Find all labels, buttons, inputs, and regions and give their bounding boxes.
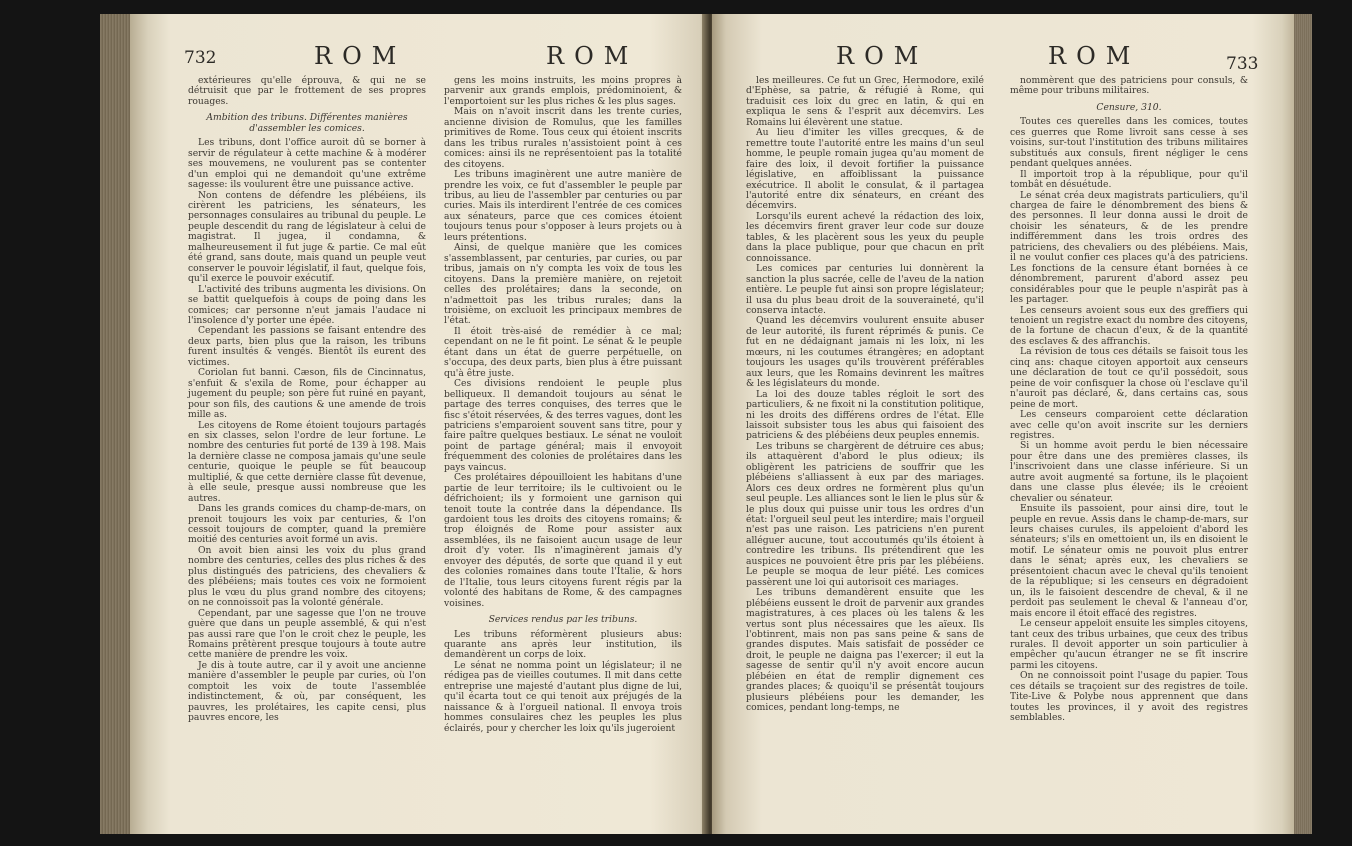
left-running-head-1: ROM xyxy=(314,42,407,70)
paragraph: les meilleures. Ce fut un Grec, Hermodore, exilé d'Ephèse, sa patrie, & réfugié à Rome, qui traduisit ces loix du grec en latin, & qui en expliqua le sens & l'esprit aux décemvirs. Les Romains lui élevèrent une statue. xyxy=(746,75,984,128)
left-page-number: 732 xyxy=(184,48,217,68)
paragraph: Les censeurs avoient sous eux des greffiers qui tenoient un registre exact du nombre des citoyens, de la fortune de chacun d'eux, & de la quantité des esclaves & des affranchis. xyxy=(1010,304,1248,347)
paragraph: gens les moins instruits, les moins propres à parvenir aux grands emplois, prédominoient, & l'emportoient sur les plus riches & les plus sages. xyxy=(444,75,682,107)
paragraph: Mais on n'avoit inscrit dans les trente curies, ancienne division de Romulus, que les familles primitives de Rome. Tous ceux qui étoient inscrits dans les tribus rurales n'assistoient point à ces comices: ainsi ils ne représentoient pas la totalité des citoyens. xyxy=(444,106,682,170)
paragraph: Dans les grands comices du champ-de-mars, on prenoit toujours les voix par centuries, & l'on cessoit toujours de compter, quand la première moitié des centuries avoit formé un avis. xyxy=(188,503,426,546)
paragraph: Les tribuns se chargèrent de détruire ces abus; ils attaquèrent d'abord le plus odieux; ils obligèrent les patriciens de souffrir que les plébéiens s'alliassent à eux par des mariages. Alors ces deux ordres ne formèrent plus qu'un seul peuple. Les alliances sont le lien le plus sûr & le plus doux qui puisse unir tous les ordres d'un état: l'orgueil seul peut les interdire; mais l'orgueil n'est pas une raison. Les patriciens n'en purent alléguer aucune, tout accoutumés qu'ils étoient à contredire les tribuns. Ils prétendirent que les auspices ne pouvoient être pris par les plébéiens. Le peuple se moqua de leur piété. Les comices passèrent une loi qui autorisoit ces mariages. xyxy=(746,440,984,588)
paragraph: Ainsi, de quelque manière que les comices s'assemblassent, par centuries, par curies, ou par tribus, jamais on n'y compta les voix de tous les citoyens. Dans la première manière, on rejetoit celles des prolétaires; dans la seconde, on n'admettoit pas les tribus rurales; dans la troisième, on excluoit les principaux membres de l'état. xyxy=(444,242,682,327)
right-running-head-2: ROM xyxy=(1048,42,1141,70)
left-page xyxy=(130,14,710,834)
paragraph: Ces prolétaires dépouilloient les habitans d'une partie de leur territoire; ils le cultivoient ou le défrichoient; ils y formoient une garnison qui tenoit toute la contrée dans la dépendance. Ils gardoient tous les droits des citoyens romains; & trop éloignés de Rome pour assister aux assemblées, ils ne faisoient aucun usage de leur droit d'y voter. Ils n'imaginèrent jamais d'y envoyer des députés, de sorte que quand il y eut des colonies romaines dans toute l'Italie, & hors de l'Italie, tous leurs citoyens furent régis par la volonté des habitans de Rome, & des campagnes voisines. xyxy=(444,472,682,609)
paragraph: Le censeur appeloit ensuite les simples citoyens, tant ceux des tribus urbaines, que ceux des tribus rurales. Il devoit apporter un soin particulier à empêcher qu'aucun étranger ne se fît inscrire parmi les citoyens. xyxy=(1010,618,1248,671)
paragraph: extérieures qu'elle éprouva, & qui ne se détruisit que par le frottement de ses propres rouages. xyxy=(188,75,426,107)
paragraph: La révision de tous ces détails se faisoit tous les cinq ans: chaque citoyen apportoit aux censeurs une déclaration de tout ce qu'il possédoit, sous peine de voir confisquer la chose où l'esclave qu'il n'auroit pas déclaré, &, dans certains cas, sous peine de mort. xyxy=(1010,346,1248,410)
paragraph: Lorsqu'ils eurent achevé la rédaction des loix, les décemvirs firent graver leur code sur douze tables, & les placèrent sous les yeux du peuple dans la place publique, pour que chacun en prît connoissance. xyxy=(746,210,984,264)
left-running-head-2: ROM xyxy=(546,42,639,70)
paragraph: Je dis à toute autre, car il y avoit une ancienne manière d'assembler le peuple par curies, où l'on comptoit les voix de toute l'assemblée indistinctement, & où, par conséquent, les pauvres, les prolétaires, les capite censi, plus pauvres encore, les xyxy=(188,659,426,724)
paragraph: Quand les décemvirs voulurent ensuite abuser de leur autorité, ils furent réprimés & punis. Ce fut en ne dédaignant jamais ni les loix, ni les mœurs, ni les coutumes étrangères; en adoptant toujours les usages qu'ils trouvèrent préférables aux leurs, que les Romains devinrent les maîtres & les législateurs du monde. xyxy=(746,315,984,390)
paragraph: Au lieu d'imiter les villes grecques, & de remettre toute l'autorité entre les mains d'un seul homme, le peuple romain jugea qu'au moment de faire des loix, il devoit fortifier la puissance législative, en affoiblissant la puissance exécutrice. Il abolit le consulat, & il partagea l'autorité entre dix sénateurs, en créant des décemvirs. xyxy=(746,127,984,212)
paragraph: Les tribuns imaginèrent une autre manière de prendre les voix, ce fut d'assembler le peuple par tribus, au lieu de l'assembler par centuries ou par curies. Mais ils interdirent l'entrée de ces comices aux sénateurs, parce que ces comices étoient toujours tenus pour s'opposer à leurs projets ou à leurs prétentions. xyxy=(444,169,682,243)
paragraph: Les tribuns, dont l'office auroit dû se borner à servir de régulateur à cette machine & à modérer ses mouvemens, ne voulurent pas se contenter d'un emploi qui ne demandoit qu'une extrême sagesse: ils voulurent être une puissance active. xyxy=(188,137,426,191)
page-edges-right xyxy=(1294,14,1312,834)
right-column-1 xyxy=(746,76,984,714)
paragraph: Il importoit trop à la république, pour qu'il tombât en désuétude. xyxy=(1010,168,1248,191)
right-page xyxy=(712,14,1296,834)
right-running-head-1: ROM xyxy=(836,42,929,70)
section-subheading: Censure, 310. xyxy=(1096,101,1162,113)
paragraph: Il étoit très-aisé de remédier à ce mal; cependant on ne le fit point. Le sénat & le peuple étant dans un état de guerre perpétuelle, on s'occupa, des deux parts, bien plus à être puissant qu'à être juste. xyxy=(444,325,682,379)
paragraph: Non contens de défendre les plébéiens, ils cirèrent les patriciens, les sénateurs, les personnages consulaires au tribunal du peuple. Le peuple descendit du rang de législateur à celui de magistrat. Il jugea, il condamna, & malheureusement il fut juge & partie. Ce mal eût été grand, sans doute, mais quand un peuple veut conserver le pouvoir législatif, il faut, quelque fois, qu'il exerce le pouvoir exécutif. xyxy=(188,189,426,285)
paragraph: Cependant, par une sagesse que l'on ne trouve guère que dans un peuple assemblé, & qui n'est pas aussi rare que l'on le croit chez le peuple, les Romains prêtèrent presque toujours à toute autre cette manière de prendre les voix. xyxy=(188,607,426,661)
paragraph: Le sénat ne nomma point un législateur; il ne rédigea pas de vieilles coutumes. Il mit dans cette entreprise une majesté d'autant plus digne de lui, qu'il écarta tout ce qui tenoit aux préjugés de la naissance & à l'orgueil national. Il envoya trois hommes consulaires chez les peuples les plus éclairés, pour y chercher les loix qu'ils jugeroient xyxy=(444,659,682,734)
right-column-2 xyxy=(1010,76,1248,724)
paragraph: Le sénat créa deux magistrats particuliers, qu'il chargea de faire le dénombrement des biens & des personnes. Il leur donna aussi le droit de choisir les sénateurs, & de les prendre indifféremment dans les trois ordres des patriciens, des chevaliers ou des plébéiens. Mais, il ne voulut confier ces places qu'à des patriciens. Les fonctions de la censure étant bornées à ce dénombrement, parurent d'abord assez peu considérables pour que le peuple n'aspirât pas à les partager. xyxy=(1010,189,1248,306)
left-page-header xyxy=(130,42,710,72)
book-spread xyxy=(100,14,1312,834)
paragraph: Ces divisions rendoient le peuple plus belliqueux. Il demandoit toujours au sénat le partage des terres conquises, des terres que le fisc s'étoit réservées, & des terres vagues, dont les patriciens s'emparoient souvent sans titre, pour y faire paître quelques bestiaux. Le sénat ne vouloit point de partage général; mais il envoyoit fréquemment des colonies de prolétaires dans les pays vaincus. xyxy=(444,378,682,473)
paragraph: Cependant les passions se faisant entendre des deux parts, bien plus que la raison, les tribuns furent insultés & vengés. Bientôt ils eurent des victimes. xyxy=(188,325,426,368)
left-column-2 xyxy=(444,76,682,734)
right-page-header xyxy=(712,42,1296,72)
paragraph: On ne connoissoit point l'usage du papier. Tous ces détails se traçoient sur des registres de toile. Tite-Live & Polybe nous apprennent que dans toutes les provinces, il y avoit des registres semblables. xyxy=(1010,670,1248,724)
paragraph: Les tribuns demandèrent ensuite que les plébéiens eussent le droit de parvenir aux grandes magistratures, à ces places où les talens & les vertus sont plus nécessaires que les aïeux. Ils l'obtinrent, mais non pas sans peine & sans de grandes disputes. Mais satisfait de posséder ce droit, le peuple ne daigna pas l'exercer; il eut la sagesse de sentir qu'il n'y avoit encore aucun plébéien en état de remplir dignement ces grandes places; & quoiqu'il se présentât toujours plusieurs plébéiens pour les demander, les comices, pendant long-temps, ne xyxy=(746,587,984,714)
paragraph: Coriolan fut banni. Cæson, fils de Cincinnatus, s'enfuit & s'exila de Rome, pour échapper au jugement du peuple; son père fut ruiné en payant, pour son fils, des cautions & une amende de trois mille as. xyxy=(188,367,426,421)
paragraph: Si un homme avoit perdu le bien nécessaire pour être dans une des premières classes, ils l'inscrivoient dans une classe inférieure. Si un autre avoit augmenté sa fortune, ils le plaçoient dans une classe plus élevée; ils le créoient chevalier ou sénateur. xyxy=(1010,440,1248,504)
paragraph: Les tribuns réformèrent plusieurs abus: quarante ans après leur institution, ils demandèrent un corps de loix. xyxy=(444,628,682,661)
paragraph: Les censeurs comparoient cette déclaration avec celle qu'on avoit inscrite sur les derniers registres. xyxy=(1010,409,1248,441)
paragraph: nommèrent que des patriciens pour consuls, & même pour tribuns militaires. xyxy=(1010,75,1248,97)
paragraph: Ensuite ils passoient, pour ainsi dire, tout le peuple en revue. Assis dans le champ-de-mars, sur leurs chaises curules, ils appeloient d'abord les sénateurs; s'ils en omettoient un, ils en disoient le motif. Le sénateur omis ne pouvoit plus entrer dans le sénat; après eux, les chevaliers se présentoient chacun avec le cheval qu'ils tenoient de la république; si les censeurs en dégradoient un, ils le faisoient descendre de cheval, & il ne perdoit pas seulement le cheval & l'anneau d'or, mais encore il étoit effacé des registres. xyxy=(1010,503,1248,619)
paragraph: Toutes ces querelles dans les comices, toutes ces guerres que Rome livroit sans cesse à ses voisins, sur-tout l'institution des tribuns militaires substitués aux consuls, firent négliger le cens pendant quelques années. xyxy=(1010,116,1248,170)
paragraph: Les citoyens de Rome étoient toujours partagés en six classes, selon l'ordre de leur fortune. Le nombre des centuries fut porté de 139 à 198. Mais la dernière classe ne composa jamais qu'une seule centurie, quoique le peuple se fût beaucoup multiplié, & que cette dernière classe fût devenue, à elle seule, presque aussi nombreuse que les autres. xyxy=(188,419,426,504)
paragraph: Les comices par centuries lui donnèrent la sanction la plus sacrée, celle de l'aveu de la nation entière. Le peuple fut ainsi son propre législateur; il usa du plus beau droit de la souveraineté, qu'il conserva intacte. xyxy=(746,263,984,316)
left-column-1 xyxy=(188,76,426,724)
paragraph: La loi des douze tables régloit le sort des particuliers, & ne fixoit ni la constitution politique, ni les droits des différens ordres de l'état. Elle laissoit subsister tous les abus qui faisoient des patriciens & des plébéiens deux peuples ennemis. xyxy=(746,388,984,442)
paragraph: On avoit bien ainsi les voix du plus grand nombre des centuries, celles des plus riches & des plus distingués des patriciens, des chevaliers & des plébéiens; mais toutes ces voix ne formoient plus le vœu du plus grand nombre des citoyens; on ne connoissoit pas la volonté générale. xyxy=(188,544,426,609)
section-subheading: Ambition des tribuns. Différentes manières d'assembler les comices. xyxy=(206,112,408,134)
right-page-number: 733 xyxy=(1226,54,1259,74)
paragraph: L'activité des tribuns augmenta les divisions. On se battit quelquefois à coups de poing dans les comices; car personne n'eut jamais l'audace ni l'insolence d'y porter une épée. xyxy=(188,283,426,326)
page-edges-left xyxy=(100,14,132,834)
section-subheading: Services rendus par les tribuns. xyxy=(488,614,638,626)
